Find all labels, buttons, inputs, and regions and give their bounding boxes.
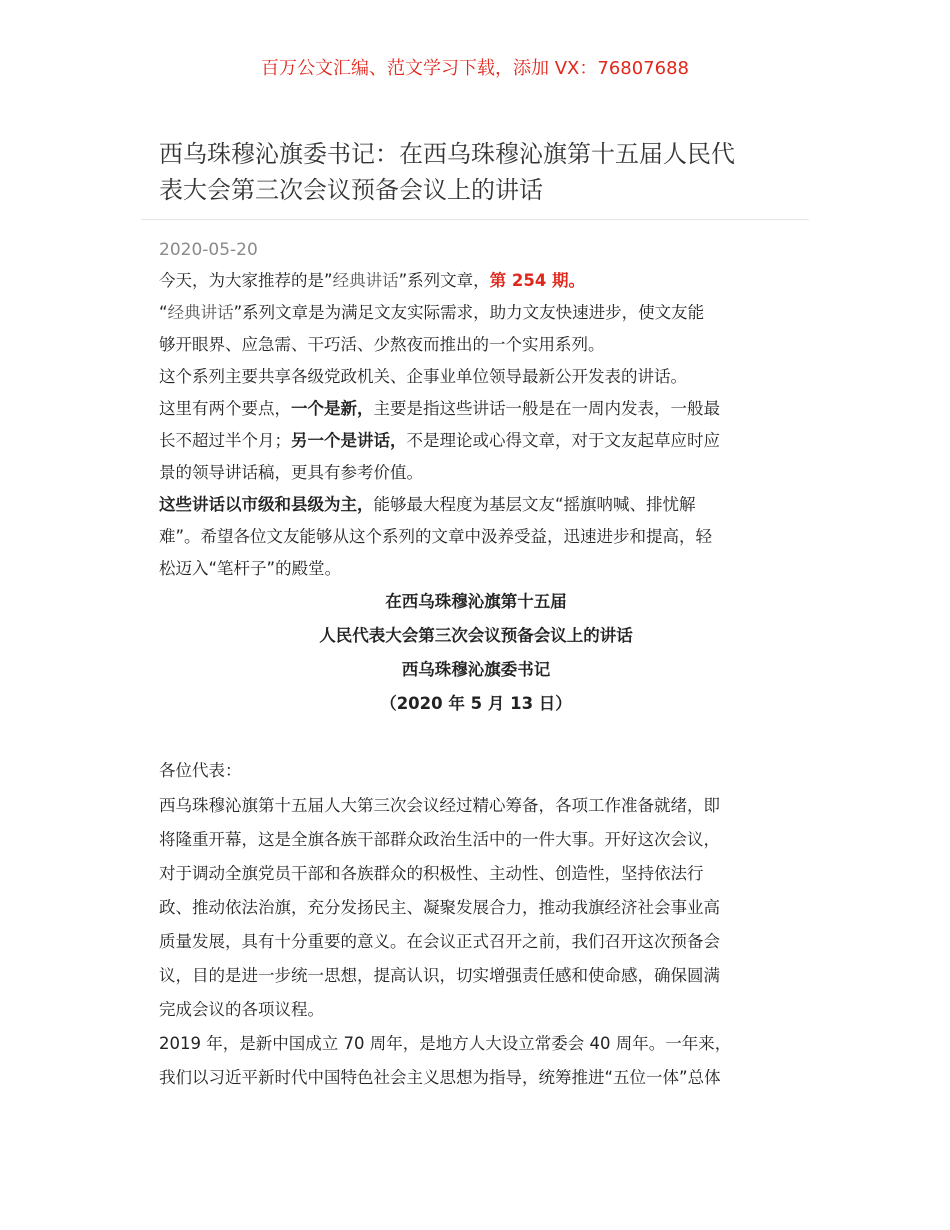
article-body — [159, 265, 793, 1095]
intro-paragraph-line: 景的领导讲话稿，更具有参考价值。 — [159, 463, 423, 482]
publish-date: 2020-05-20 — [159, 240, 258, 260]
speech-header — [159, 585, 793, 721]
speech-author: 西乌珠穆沁旗委书记 — [401, 660, 551, 679]
text-run: ”系列文章是为满足文友实际需求，助力文友快速进步，使文友能 — [233, 303, 705, 322]
speech-line: 完成会议的各项议程。 — [159, 1000, 324, 1019]
article-title — [159, 136, 799, 208]
intro-paragraph-line: 难”。希望各位文友能够从这个系列的文章中汲养受益，迅速进步和提高，轻 — [159, 527, 713, 546]
text-run: 不是理论或心得文章，对于文友起草应时应 — [406, 431, 720, 450]
text-run: “ — [159, 303, 168, 322]
bold-text: 另一个是讲话， — [291, 431, 407, 450]
salutation: 各位代表： — [159, 761, 242, 780]
text-run: 今天，为大家推荐的是” — [159, 271, 333, 290]
intro-paragraph-line — [159, 425, 793, 457]
intro-paragraph-line: 够开眼界、应急需、干巧活、少熬夜而推出的一个实用系列。 — [159, 335, 605, 354]
series-name: 经典讲话 — [332, 271, 399, 290]
speech-line: 议，目的是进一步统一思想，提高认识，切实增强责任感和使命感，确保圆满 — [159, 966, 720, 985]
intro-paragraph — [159, 393, 793, 425]
title-line: 表大会第三次会议预备会议上的讲话 — [159, 176, 543, 204]
speech-line: 质量发展，具有十分重要的意义。在会议正式召开之前，我们召开这次预备会 — [159, 932, 720, 951]
issue-number: 第 254 期。 — [489, 271, 586, 290]
title-divider — [141, 219, 809, 220]
bold-text: 这些讲话以市级和县级为主， — [159, 495, 374, 514]
spacer — [159, 721, 793, 755]
bold-text: 一个是新， — [291, 399, 374, 418]
speech-line: 我们以习近平新时代中国特色社会主义思想为指导，统筹推进“五位一体”总体 — [159, 1068, 721, 1087]
speech-date: （2020 年 5 月 13 日） — [380, 694, 572, 713]
intro-paragraph-line: 松迈入“笔杆子”的殿堂。 — [159, 559, 342, 578]
header-banner: 百万公文汇编、范文学习下载，添加 VX：76807688 — [261, 58, 689, 79]
text-run: ”系列文章， — [398, 271, 490, 290]
speech-line: 政、推动依法治旗，充分发扬民主、凝聚发展合力，推动我旗经济社会事业高 — [159, 898, 720, 917]
speech-line: 对于调动全旗党员干部和各族群众的积极性、主动性、创造性，坚持依法行 — [159, 864, 704, 883]
text-run: 能够最大程度为基层文友“摇旗呐喊、排忧解 — [373, 495, 696, 514]
speech-line: 西乌珠穆沁旗第十五届人大第三次会议经过精心筹备，各项工作准备就绪，即 — [159, 796, 720, 815]
intro-paragraph — [159, 265, 793, 297]
speech-title-line: 人民代表大会第三次会议预备会议上的讲话 — [319, 626, 633, 645]
text-run: 主要是指这些讲话一般是在一周内发表，一般最 — [373, 399, 720, 418]
text-run: 长不超过半个月； — [159, 431, 291, 450]
intro-paragraph — [159, 297, 793, 329]
speech-line: 将隆重开幕，这是全旗各族干部群众政治生活中的一件大事。开好这次会议， — [159, 830, 720, 849]
intro-paragraph — [159, 489, 793, 521]
text-run: 这里有两个要点， — [159, 399, 291, 418]
speech-title-line: 在西乌珠穆沁旗第十五届 — [385, 592, 567, 611]
speech-line: 2019 年，是新中国成立 70 周年，是地方人大设立常委会 40 周年。一年来， — [159, 1034, 732, 1053]
intro-paragraph: 这个系列主要共享各级党政机关、企事业单位领导最新公开发表的讲话。 — [159, 367, 687, 386]
title-line: 西乌珠穆沁旗委书记：在西乌珠穆沁旗第十五届人民代 — [159, 140, 735, 168]
series-name: 经典讲话 — [167, 303, 234, 322]
